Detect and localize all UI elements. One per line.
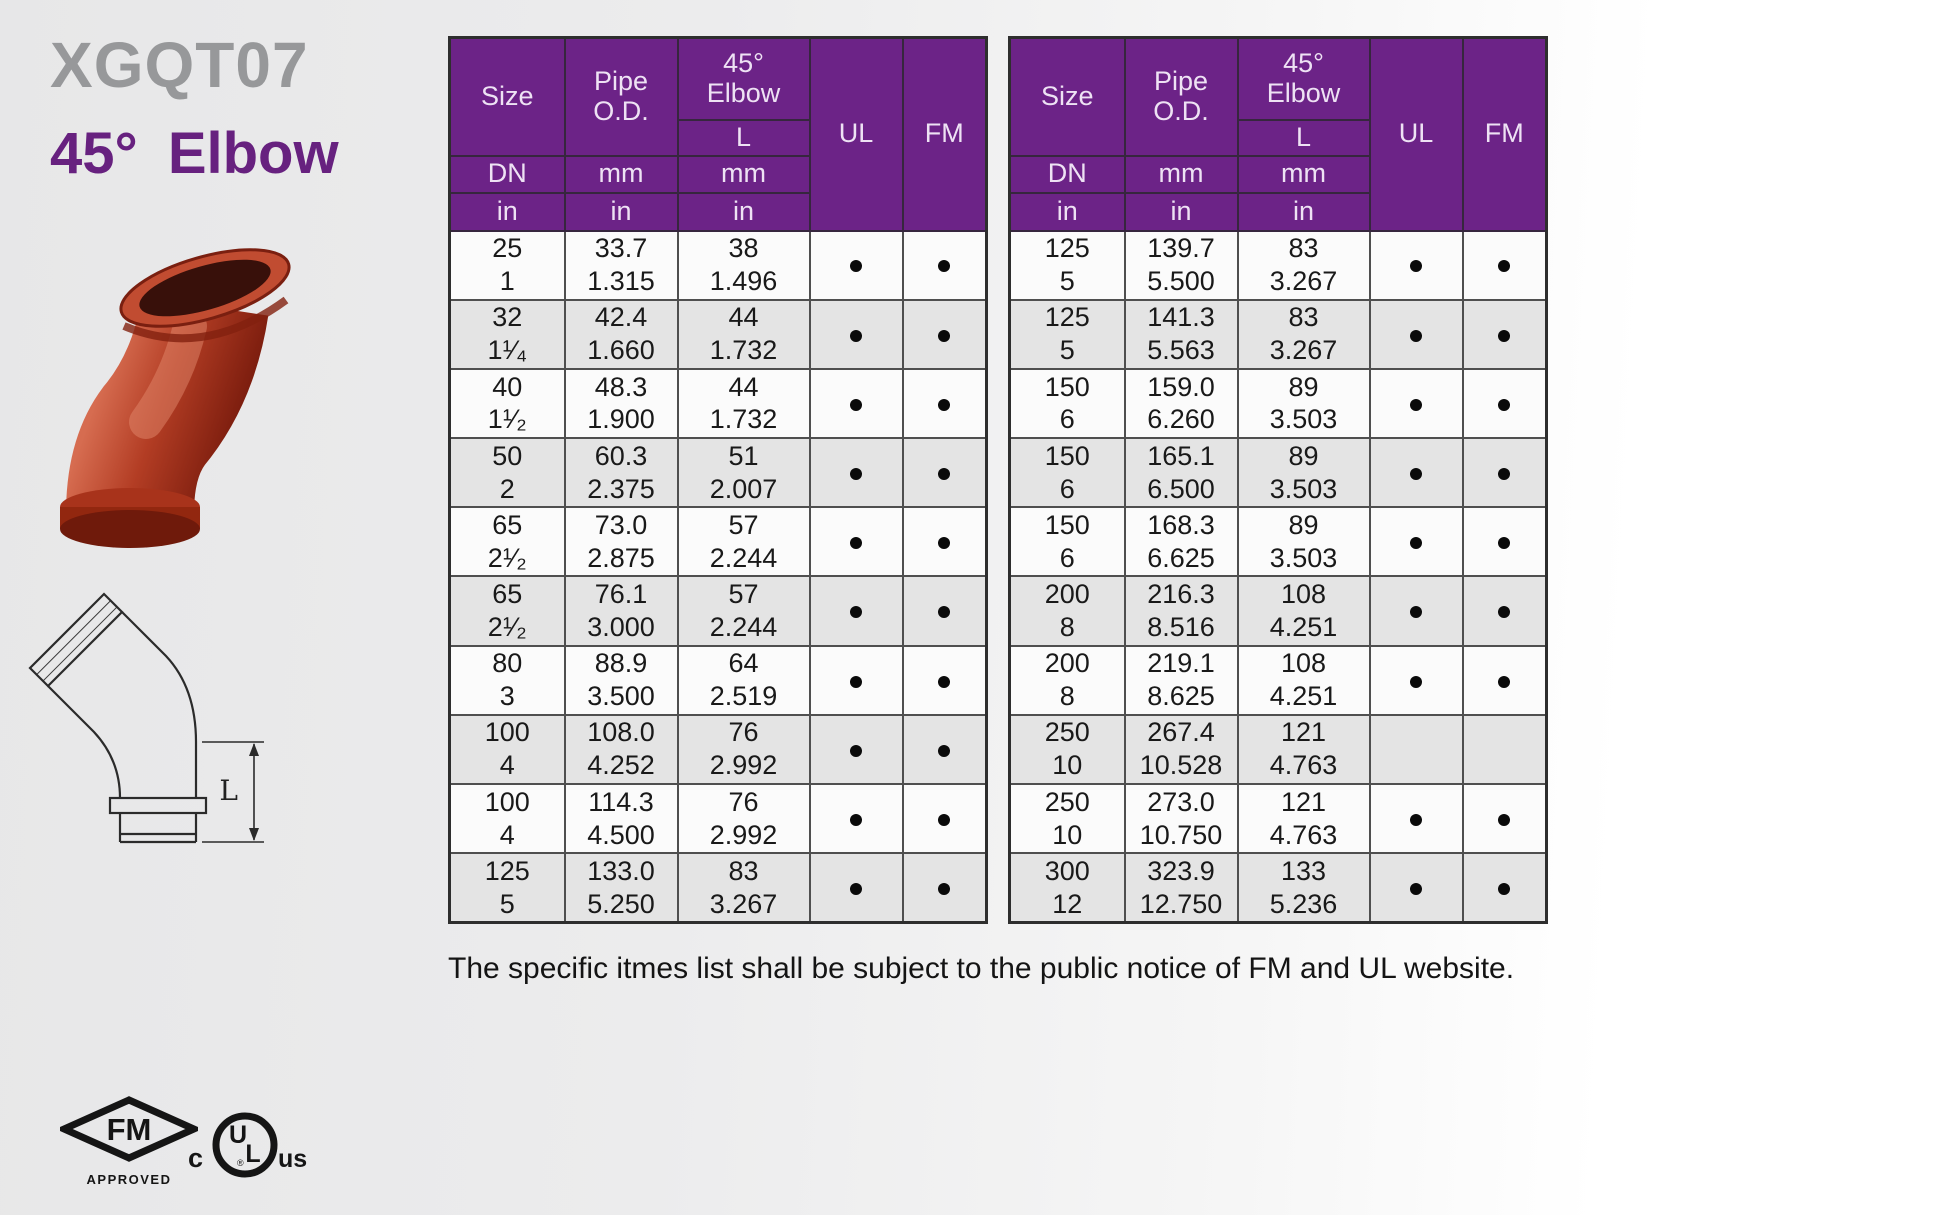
certified-dot (1498, 814, 1510, 826)
table-row (1010, 646, 1547, 715)
ul-cell (810, 715, 903, 784)
fm-cell (903, 438, 987, 507)
table-row (450, 300, 987, 369)
pipe-od-cell: 219.1 8.625 (1125, 646, 1238, 715)
elbow-l-cell: 108 4.251 (1238, 646, 1370, 715)
fm-cell (1463, 784, 1547, 853)
ul-cell (810, 507, 903, 576)
ul-cell (1370, 300, 1463, 369)
ul-u-text: U (228, 1121, 248, 1149)
certified-dot (850, 537, 862, 549)
certified-dot (1498, 330, 1510, 342)
table-row (1010, 300, 1547, 369)
certified-dot (850, 606, 862, 618)
col-header-l: L (1238, 120, 1370, 156)
size-cell: 50 2 (450, 438, 565, 507)
pipe-od-cell: 139.7 5.500 (1125, 231, 1238, 300)
pipe-od-cell: 114.3 4.500 (565, 784, 678, 853)
drawing-outer-edge (48, 686, 120, 798)
col-header-fm: FM (903, 38, 987, 231)
dim-arrow-down (249, 828, 259, 841)
size-cell: 125 5 (1010, 300, 1125, 369)
table-row (450, 507, 987, 576)
fm-cell (903, 715, 987, 784)
ul-c-text: c (188, 1143, 204, 1173)
pipe-od-cell: 267.4 10.528 (1125, 715, 1238, 784)
fm-cell (903, 369, 987, 438)
fm-cell (1463, 576, 1547, 645)
elbow-l-cell: 83 3.267 (1238, 300, 1370, 369)
ul-cell (810, 784, 903, 853)
ul-cell (810, 300, 903, 369)
fm-cell (903, 646, 987, 715)
size-cell: 200 8 (1010, 646, 1125, 715)
size-cell: 150 6 (1010, 507, 1125, 576)
certified-dot (938, 399, 950, 411)
certified-dot (1410, 606, 1422, 618)
elbow-l-cell: 83 3.267 (1238, 231, 1370, 300)
pipe-od-cell: 216.3 8.516 (1125, 576, 1238, 645)
unit-mm: mm (1238, 156, 1370, 193)
elbow-l-cell: 108 4.251 (1238, 576, 1370, 645)
certified-dot (1498, 537, 1510, 549)
certified-dot (1498, 676, 1510, 688)
col-header-size: Size (450, 38, 565, 156)
technical-drawing (16, 580, 298, 868)
elbow-l-cell: 83 3.267 (678, 853, 810, 922)
table-row (1010, 231, 1547, 300)
size-cell: 300 12 (1010, 853, 1125, 922)
pipe-od-cell: 133.0 5.250 (565, 853, 678, 922)
unit-mm: mm (565, 156, 678, 193)
pipe-od-cell: 159.0 6.260 (1125, 369, 1238, 438)
drawing-inner-edge (122, 612, 196, 798)
fm-cell (1463, 369, 1547, 438)
table-row (450, 715, 987, 784)
col-header-size: Size (1010, 38, 1125, 156)
certified-dot (938, 330, 950, 342)
elbow-l-cell: 76 2.992 (678, 715, 810, 784)
product-name-title: 45° Elbow (50, 121, 339, 186)
pipe-od-cell: 42.4 1.660 (565, 300, 678, 369)
table-row (1010, 853, 1547, 922)
col-header-ul: UL (1370, 38, 1463, 231)
table-row (450, 576, 987, 645)
certified-dot (1410, 814, 1422, 826)
size-cell: 150 6 (1010, 369, 1125, 438)
table-row (450, 369, 987, 438)
size-cell: 32 1¹⁄₄ (450, 300, 565, 369)
elbow-l-cell: 64 2.519 (678, 646, 810, 715)
table-row (450, 853, 987, 922)
ul-cell (1370, 715, 1463, 784)
pipe-od-cell: 323.9 12.750 (1125, 853, 1238, 922)
cul-us-logo (184, 1104, 310, 1188)
table-row (450, 231, 987, 300)
certified-dot (1410, 676, 1422, 688)
ul-cell (810, 438, 903, 507)
unit-mm: mm (1125, 156, 1238, 193)
size-cell: 25 1 (450, 231, 565, 300)
table-row (1010, 369, 1547, 438)
model-code-title: XGQT07 (50, 29, 309, 101)
certified-dot (1498, 399, 1510, 411)
unit-mm: mm (678, 156, 810, 193)
certified-dot (1410, 537, 1422, 549)
certified-dot (938, 606, 950, 618)
elbow-l-cell: 133 5.236 (1238, 853, 1370, 922)
size-cell: 100 4 (450, 784, 565, 853)
fm-cell (903, 784, 987, 853)
certified-dot (938, 537, 950, 549)
ul-l-text: L (245, 1140, 261, 1168)
elbow-l-cell: 51 2.007 (678, 438, 810, 507)
fm-cell (1463, 231, 1547, 300)
col-header-l: L (678, 120, 810, 156)
size-cell: 250 10 (1010, 784, 1125, 853)
product-photo-elbow (42, 226, 344, 570)
table-row (1010, 438, 1547, 507)
certified-dot (1410, 468, 1422, 480)
pipe-od-cell: 168.3 6.625 (1125, 507, 1238, 576)
drawing-groove-collar (110, 798, 206, 813)
unit-in: in (678, 193, 810, 231)
ul-cell (810, 369, 903, 438)
fm-cell (1463, 715, 1547, 784)
certified-dot (938, 676, 950, 688)
ul-r-mark: ® (237, 1158, 244, 1168)
elbow-l-cell: 57 2.244 (678, 576, 810, 645)
col-header-pipe-od: Pipe O.D. (1125, 38, 1238, 156)
pipe-od-cell: 60.3 2.375 (565, 438, 678, 507)
dim-arrow-up (249, 743, 259, 756)
certified-dot (1498, 468, 1510, 480)
fm-cell (1463, 853, 1547, 922)
col-header-elbow: 45° Elbow (1238, 38, 1370, 120)
pipe-od-cell: 88.9 3.500 (565, 646, 678, 715)
table-row (1010, 576, 1547, 645)
certified-dot (938, 745, 950, 757)
elbow-l-cell: 57 2.244 (678, 507, 810, 576)
size-cell: 80 3 (450, 646, 565, 715)
size-cell: 65 2¹⁄₂ (450, 576, 565, 645)
col-header-ul: UL (810, 38, 903, 231)
pipe-od-cell: 76.1 3.000 (565, 576, 678, 645)
certified-dot (850, 260, 862, 272)
ul-cell (810, 646, 903, 715)
ul-cell (1370, 646, 1463, 715)
certified-dot (1410, 399, 1422, 411)
spec-table-left (448, 36, 988, 924)
size-cell: 250 10 (1010, 715, 1125, 784)
fm-cell (903, 853, 987, 922)
certified-dot (1410, 330, 1422, 342)
certified-dot (1498, 606, 1510, 618)
dim-label: L (219, 774, 238, 807)
size-cell: 65 2¹⁄₂ (450, 507, 565, 576)
pipe-od-cell: 273.0 10.750 (1125, 784, 1238, 853)
certified-dot (938, 814, 950, 826)
fm-cell (903, 507, 987, 576)
certified-dot (850, 676, 862, 688)
fm-cell (1463, 507, 1547, 576)
elbow-l-cell: 89 3.503 (1238, 369, 1370, 438)
certified-dot (1498, 883, 1510, 895)
certified-dot (850, 468, 862, 480)
fm-approved-logo (60, 1096, 198, 1190)
pipe-od-cell: 48.3 1.900 (565, 369, 678, 438)
spec-table-right (1008, 36, 1548, 924)
ul-cell (1370, 231, 1463, 300)
size-cell: 125 5 (450, 853, 565, 922)
unit-in: in (450, 193, 565, 231)
elbow-l-cell: 44 1.732 (678, 369, 810, 438)
ul-cell (1370, 369, 1463, 438)
fm-approved-text: APPROVED (86, 1172, 172, 1187)
elbow-l-cell: 89 3.503 (1238, 507, 1370, 576)
fm-logo-text: FM (106, 1112, 152, 1147)
pipe-od-cell: 165.1 6.500 (1125, 438, 1238, 507)
pipe-od-cell: 141.3 5.563 (1125, 300, 1238, 369)
ul-cell (1370, 576, 1463, 645)
col-header-fm: FM (1463, 38, 1547, 231)
ul-cell (810, 853, 903, 922)
elbow-l-cell: 121 4.763 (1238, 784, 1370, 853)
fm-cell (1463, 438, 1547, 507)
ul-cell (1370, 853, 1463, 922)
fm-cell (1463, 300, 1547, 369)
drawing-end-face-hatched (30, 594, 122, 686)
certified-dot (938, 260, 950, 272)
table-row (1010, 715, 1547, 784)
certified-dot (1498, 260, 1510, 272)
table-row (1010, 507, 1547, 576)
table-row (450, 784, 987, 853)
unit-dn: DN (1010, 156, 1125, 193)
elbow-l-cell: 76 2.992 (678, 784, 810, 853)
size-cell: 125 5 (1010, 231, 1125, 300)
pipe-od-cell: 73.0 2.875 (565, 507, 678, 576)
certified-dot (850, 814, 862, 826)
certified-dot (850, 745, 862, 757)
unit-in: in (1125, 193, 1238, 231)
col-header-elbow: 45° Elbow (678, 38, 810, 120)
size-cell: 100 4 (450, 715, 565, 784)
fm-cell (1463, 646, 1547, 715)
fm-cell (903, 231, 987, 300)
ul-cell (1370, 784, 1463, 853)
elbow-l-cell: 38 1.496 (678, 231, 810, 300)
unit-dn: DN (450, 156, 565, 193)
footnote-text: The specific itmes list shall be subject to the public notice of FM and UL website. (448, 952, 1515, 985)
size-cell: 150 6 (1010, 438, 1125, 507)
pipe-od-cell: 33.7 1.315 (565, 231, 678, 300)
certified-dot (938, 468, 950, 480)
elbow-l-cell: 89 3.503 (1238, 438, 1370, 507)
unit-in: in (565, 193, 678, 231)
certified-dot (1410, 883, 1422, 895)
table-row (450, 646, 987, 715)
certified-dot (850, 399, 862, 411)
fm-cell (903, 300, 987, 369)
size-cell: 200 8 (1010, 576, 1125, 645)
ul-cell (1370, 438, 1463, 507)
fm-cell (903, 576, 987, 645)
ul-cell (810, 576, 903, 645)
certified-dot (938, 883, 950, 895)
col-header-pipe-od: Pipe O.D. (565, 38, 678, 156)
certified-dot (850, 330, 862, 342)
elbow-l-cell: 121 4.763 (1238, 715, 1370, 784)
unit-in: in (1010, 193, 1125, 231)
pipe-od-cell: 108.0 4.252 (565, 715, 678, 784)
size-cell: 40 1¹⁄₂ (450, 369, 565, 438)
elbow-bottom-face (60, 510, 200, 548)
ul-cell (810, 231, 903, 300)
table-row (450, 438, 987, 507)
table-row (1010, 784, 1547, 853)
certified-dot (850, 883, 862, 895)
elbow-l-cell: 44 1.732 (678, 300, 810, 369)
certified-dot (1410, 260, 1422, 272)
ul-cell (1370, 507, 1463, 576)
ul-us-text: us (278, 1145, 308, 1173)
unit-in: in (1238, 193, 1370, 231)
